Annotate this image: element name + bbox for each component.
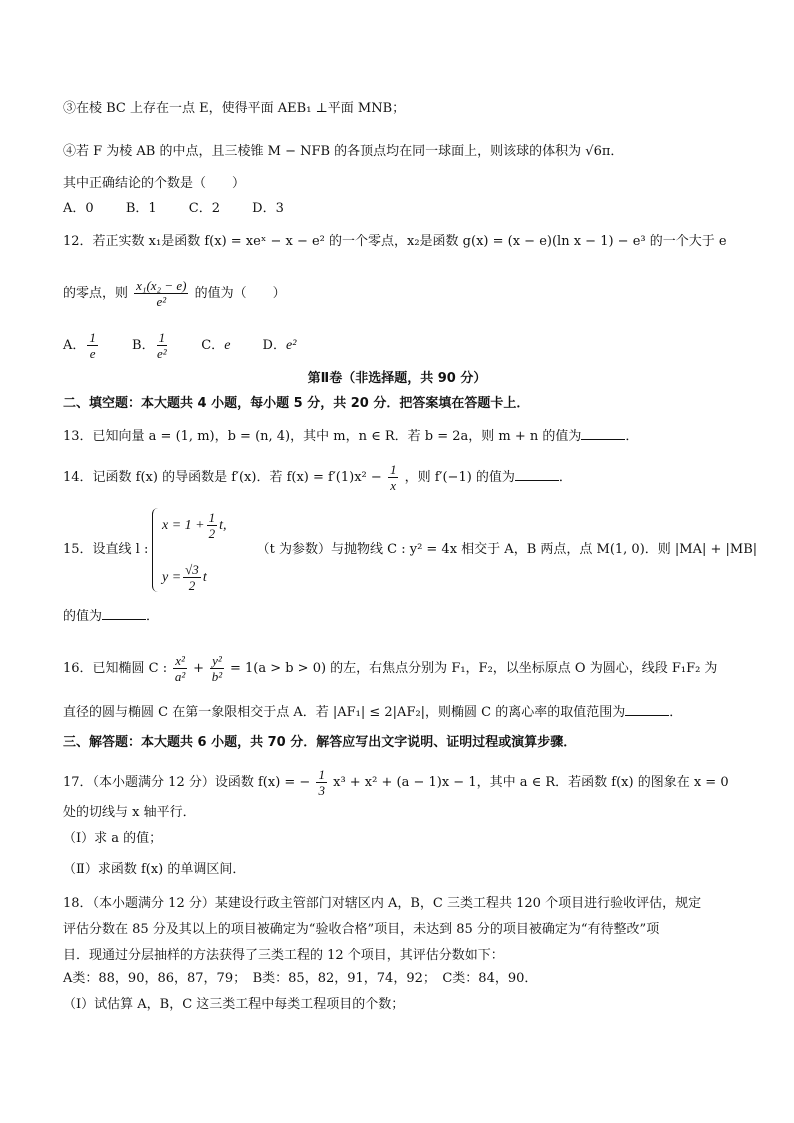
q15-eq1-num: 1: [208, 510, 216, 525]
q12-option-c-label: C．: [201, 338, 225, 353]
q18-line1: 18．（本小题满分 12 分）某建设行政主管部门对辖区内 A，B，C 三类工程共 120 个项目进行验收评估，规定: [63, 896, 702, 911]
q15-post: （t 为参数）与抛物线 C : y² = 4x 相交于 A，B 两点，点 M(1, 0)．则 |MA| + |MB|: [256, 542, 758, 557]
q17-line2: 处的切线与 x 轴平行．: [63, 805, 196, 820]
q15-line2: 的值为 ．: [63, 609, 160, 624]
section2-heading: 二、填空题：本大题共 4 小题，每小题 5 分，共 20 分．把答案填在答题卡上．: [63, 396, 530, 411]
q12-option-b-frac: [157, 330, 168, 361]
q16-line1: [63, 653, 717, 684]
q12-option-d: [263, 337, 297, 355]
q12-frac-denominator: e²: [156, 294, 167, 309]
q15-line1: [63, 541, 757, 559]
q12-line2: [63, 278, 286, 309]
q17-fraction: [316, 767, 327, 798]
q17-frac-num: 1: [318, 767, 325, 782]
q16-frac-x: [173, 653, 187, 684]
q17-frac-den: 3: [318, 783, 325, 798]
q12-option-b-num: 1: [158, 330, 166, 345]
q12-option-b-label: B．: [132, 338, 155, 353]
q12-option-c: [201, 337, 230, 355]
q15-eq1-den: 2: [208, 526, 216, 541]
q16-pre: 16．已知椭圆 C :: [63, 661, 168, 676]
q15-eq1-post: t,: [219, 518, 227, 533]
q15-eq2-frac: [183, 562, 201, 593]
q14-pre: 14．记函数 f(x) 的导函数是 f′(x)．若 f(x) = f′(1)x² −: [63, 470, 382, 485]
q17-part2: （Ⅱ）求函数 f(x) 的单调区间．: [63, 862, 246, 877]
q17-pre: 17．（本小题满分 12 分）设函数 f(x) = −: [63, 775, 311, 790]
q16-post: = 1(a > b > 0) 的左，右焦点分别为 F₁，F₂，以坐标原点 O 为圆心，线段 F₁F₂ 为: [229, 661, 718, 676]
q12-option-b: [132, 330, 169, 361]
q12-option-a: [63, 330, 100, 361]
q15-eq2-pre: y =: [162, 570, 182, 585]
q12-option-a-num: 1: [89, 330, 96, 345]
q11-option-b: B．1: [125, 201, 157, 216]
q17-post: x³ + x² + (a − 1)x − 1，其中 a ∈ R．若函数 f(x) 的图象在 x = 0: [333, 775, 729, 790]
q12-option-d-label: D．: [262, 338, 286, 353]
q12-line2-post: 的值为（ ）: [194, 286, 286, 301]
q18-part1: （Ⅰ）试估算 A，B，C 这三类工程中每类工程项目的个数；: [63, 997, 405, 1012]
q15-eq1-frac: [207, 510, 218, 541]
q17-line1: [63, 767, 729, 798]
q12-line1: 12．若正实数 x₁是函数 f(x) = xeˣ − x − e² 的一个零点，x₂是函数 g(x) = (x − e)(ln x − 1) − e³ 的一个大于 e: [63, 234, 727, 249]
part2-title: 第Ⅱ卷（非选择题，共 90 分）: [307, 371, 487, 386]
q12-options: [63, 330, 324, 361]
q16-line2: 直径的圆与椭圆 C 在第一象限相交于点 A．若 |AF₁| ≤ 2|AF₂|，则椭圆 C 的离心率的取值范围为 ．: [63, 705, 683, 720]
q18-line2: 评估分数在 85 分及其以上的项目被确定为“验收合格”项目，未达到 85 分的项目被确定为“有待整改”项: [63, 922, 660, 937]
q16-line2-text: 直径的圆与椭圆 C 在第一象限相交于点 A．若 |AF₁| ≤ 2|AF₂|，则椭圆 C 的离心率的取值范围为: [63, 705, 626, 720]
q16-f1-num: x²: [175, 653, 185, 668]
q15-answer-blank[interactable]: [102, 607, 146, 620]
q14: 14．记函数 f(x) 的导函数是 f′(x)．若 f(x) = f′(1)x² − $\frac{1}{x}$ ，则 f′(−1) 的值为 ．: [63, 462, 572, 493]
q14-frac-den: x: [390, 478, 397, 493]
q18-line3: 目．现通过分层抽样的方法获得了三类工程的 12 个项目，其评估分数如下：: [63, 948, 504, 963]
q15-eq1-pre: x = 1 +: [162, 518, 205, 533]
q11-options: [63, 200, 312, 218]
q15-line2-text: 的值为: [63, 609, 103, 624]
q12-option-a-frac: [87, 330, 98, 361]
q14-answer-blank[interactable]: [515, 468, 559, 481]
q12-option-c-value: e: [224, 338, 231, 353]
q12-frac-numerator: x₁(x₂ − e): [136, 278, 187, 293]
q12-option-d-value: e²: [285, 338, 297, 353]
q14-post: ，则 f′(−1) 的值为: [404, 470, 515, 485]
q11-statement-3: ③在棱 BC 上存在一点 E，使得平面 AEB₁ ⊥平面 MNB；: [63, 101, 406, 116]
q16-f2-num: y²: [212, 653, 222, 668]
q12-option-b-den: e²: [157, 346, 167, 361]
q16-f1-den: a²: [174, 669, 186, 684]
q17-part1: （Ⅰ）求 a 的值；: [63, 831, 163, 846]
q15-pre: 15．设直线 l :: [63, 542, 149, 557]
q14-fraction: [388, 462, 399, 493]
q13-answer-blank[interactable]: [581, 427, 625, 440]
q15-eq2-post: t: [202, 570, 207, 585]
q15-system-brace: [152, 508, 161, 592]
q12-fraction: [134, 278, 188, 309]
q16-frac-y: [210, 653, 224, 684]
q13: 13．已知向量 a = (1, m)，b = (n, 4)，其中 m，n ∈ R．若 b = 2a，则 m + n 的值为 ．: [63, 429, 639, 444]
q16-answer-blank[interactable]: [625, 703, 669, 716]
q11-option-a: A．0: [63, 201, 94, 216]
q11-option-c: C．2: [188, 201, 220, 216]
q14-frac-num: 1: [389, 462, 397, 477]
q11-option-d: D．3: [252, 201, 284, 216]
q12-line2-pre: 的零点，则: [63, 286, 129, 301]
q18-data: A类：88，90，86，87，79； B类：85，82，91，74，92； C类：84，90．: [63, 971, 538, 986]
q16-plus: +: [193, 661, 204, 676]
q15-eq2-num: √3: [185, 562, 199, 577]
q12-option-a-den: e: [89, 346, 96, 361]
q11-statement-4: ④若 F 为棱 AB 的中点，且三棱锥 M − NFB 的各顶点均在同一球面上，则该球的体积为 √6π．: [63, 144, 624, 159]
q15-eq2-den: 2: [188, 578, 196, 593]
q15-equation-y: [162, 562, 207, 593]
q12-option-a-label: A．: [63, 338, 86, 353]
q16-f2-den: b²: [211, 669, 223, 684]
q11-prompt: 其中正确结论的个数是（ ）: [63, 176, 246, 191]
q13-text: 13．已知向量 a = (1, m)，b = (n, 4)，其中 m，n ∈ R．若 b = 2a，则 m + n 的值为: [63, 429, 582, 444]
q15-equation-x: [162, 510, 227, 541]
section3-heading: 三、解答题：本大题共 6 小题，共 70 分．解答应写出文字说明、证明过程或演算步骤．: [63, 735, 577, 750]
